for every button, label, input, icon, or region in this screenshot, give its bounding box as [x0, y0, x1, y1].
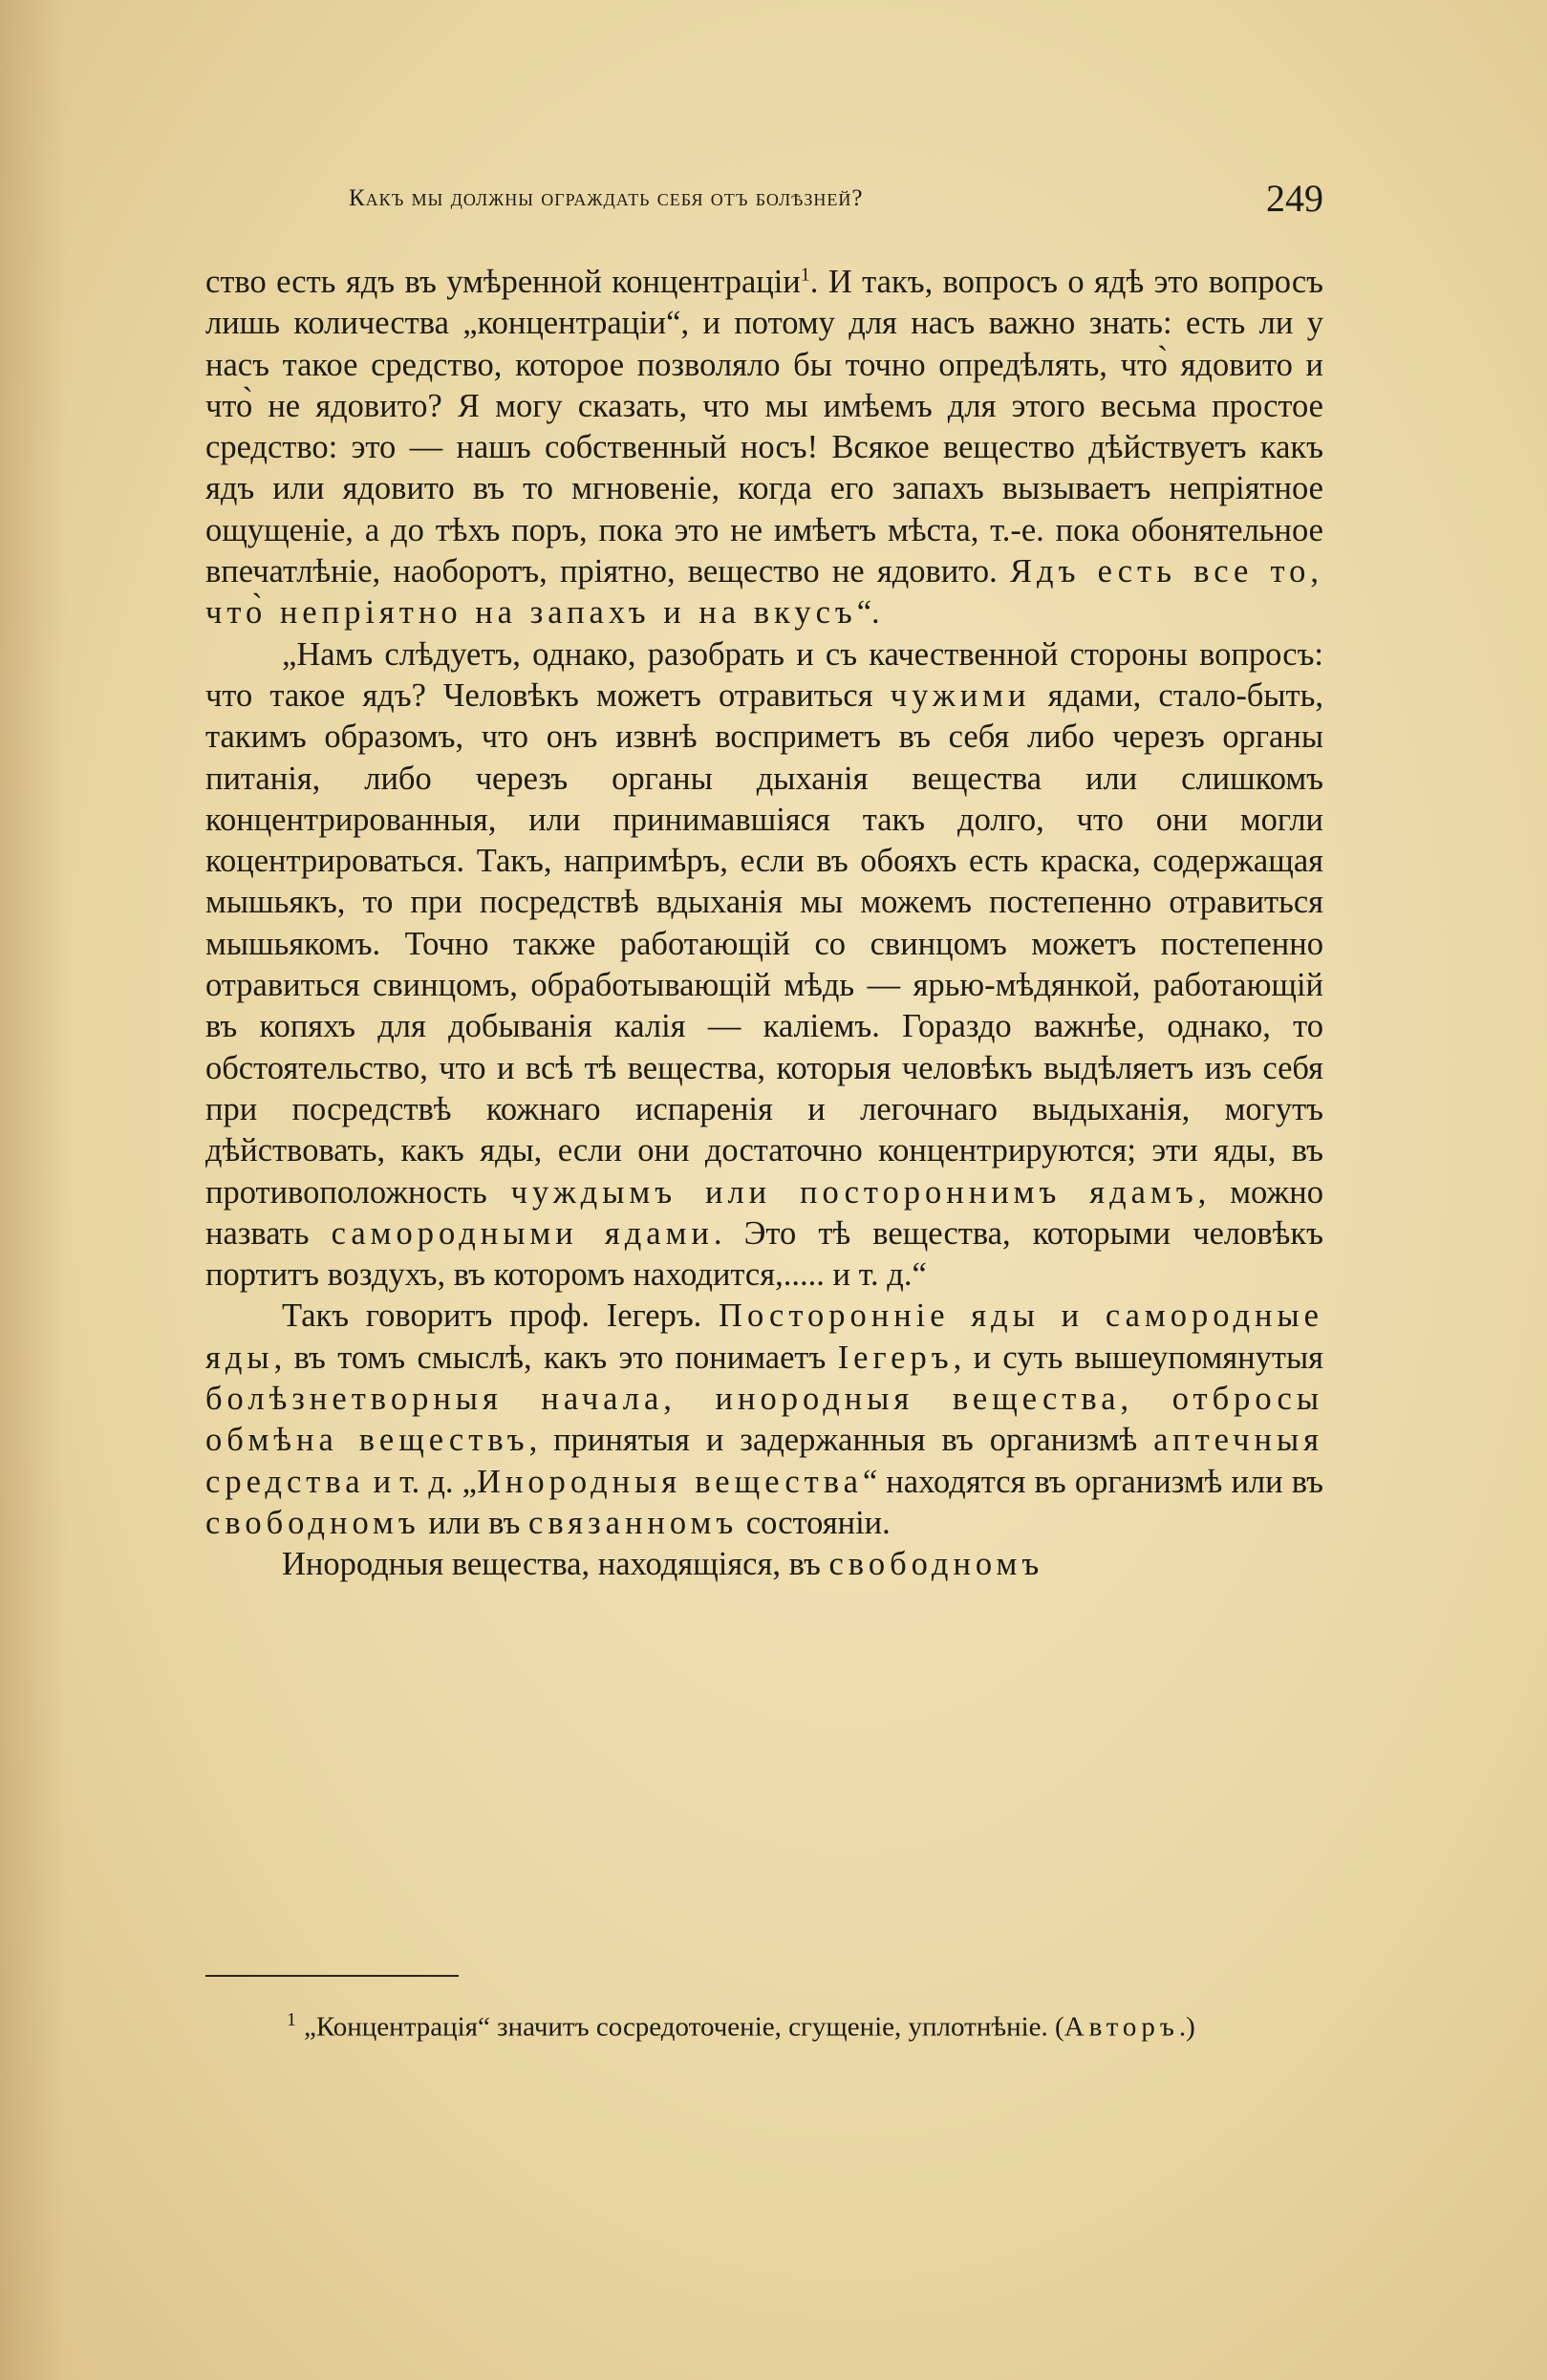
emphasized-text: свободномъ [828, 1546, 1044, 1583]
emphasized-text: чуждымъ или постороннимъ ядамъ [510, 1173, 1198, 1211]
text-run: „Намъ слѣдуетъ, однако, разобрать и съ качественной стороны вопросъ: что такое ядъ? Человѣкъ можетъ отравиться [205, 635, 1323, 714]
emphasized-text: Посторонніе яды и самородные яды [205, 1297, 1323, 1376]
text-run: “ находятся въ организмѣ или въ [862, 1463, 1324, 1500]
text-run: и т. д. „ [364, 1463, 477, 1500]
footnote-author: Авторъ [1064, 2011, 1179, 2043]
emphasized-text: свободномъ [205, 1504, 420, 1541]
page-number: 249 [1266, 177, 1323, 220]
emphasized-text: аптечныя средства [205, 1422, 1323, 1500]
text-run: ядами, стало-быть, такимъ образомъ, что онъ извнѣ восприметъ въ себя либо черезъ органы питанія, либо черезъ органы дыханія вещества или слишкомъ концентрированныя, или принимавшіяся такъ долго, что они могли коцентрироваться. Такъ, напримѣръ, если въ обояхъ есть краска, содержащая мышьякъ, то при посредствѣ вдыханія мы можемъ постепенно отравиться мышьякомъ. Точно также работающій со свинцомъ можетъ постепенно отравиться свинцомъ, обработывающій мѣдь — ярью-мѣдянкой, работающій въ копяхъ для добыванія калія — каліемъ. Гораздо важнѣе, однако, то обстоятельство, что и всѣ тѣ вещества, которыя человѣкъ выдѣляетъ изъ себя при посредствѣ кожнаго испаренія и легочнаго выдыханія, могутъ дѣйствовать, какъ яды, если они достаточно концентрируются; эти яды, въ противоположность [205, 676, 1323, 1211]
text-run: Инородныя вещества, находящіяся, въ [282, 1546, 829, 1583]
footnote-text: „Концентрація“ значитъ сосредоточеніе, сгущеніе, уплотнѣніе. ( [304, 2011, 1064, 2043]
emphasized-text: Ядъ есть все то, что̀ непріятно на запахъ и на вкусъ [205, 553, 1323, 632]
emphasized-text: Іегеръ [837, 1339, 954, 1376]
emphasized-text: самородными ядами [331, 1214, 714, 1252]
footnote-ref: 1 [800, 264, 810, 286]
page-edge-shadow [0, 0, 67, 2380]
text-run: . И такъ, вопросъ о ядѣ это вопросъ лишь количества „концентраціи“, и потому для насъ важно знать: есть ли у насъ такое средство, которое позволяло бы точно опредѣлять, что̀ ядовито и что̀ не ядовито? Я могу сказать, что мы имѣемъ для этого весьма простое средство: это — нашъ собственный носъ! Всякое вещество дѣйствуетъ какъ ядъ или ядовито въ то мгновеніе, когда его запахъ вызываетъ непріятное ощущеніе, а до тѣхъ поръ, пока это не имѣетъ мѣста, т.-е. пока обонятельное впечатлѣніе, наоборотъ, пріятно, вещество не ядовито. [205, 264, 1323, 590]
paragraph [205, 262, 1323, 634]
text-run: , можно назвать [205, 1173, 1323, 1252]
page-header [205, 177, 1323, 227]
text-run: . Это тѣ вещества, которыми человѣкъ портитъ воздухъ, въ которомъ находится,..... и т. д.“ [205, 1214, 1323, 1294]
footnote-closing: .) [1178, 2011, 1195, 2043]
footnote-divider [205, 1975, 459, 1977]
text-run: или въ [419, 1504, 529, 1541]
paragraph [205, 634, 1323, 1297]
paragraph [205, 1296, 1323, 1544]
emphasized-text: чужими [890, 676, 1031, 714]
text-run: Такъ говоритъ проф. Іегеръ. [282, 1297, 720, 1335]
text-run: , и суть вышеупомянутыя [953, 1339, 1323, 1376]
footnote [205, 2002, 1323, 2046]
text-run: “. [856, 594, 880, 632]
emphasized-text: болѣзнетворныя начала, инородныя вещества, отбросы обмѣна веществъ [205, 1381, 1323, 1459]
text-run: , въ томъ смыслѣ, какъ это понимаетъ [273, 1339, 838, 1376]
emphasized-text: Инородныя вещества [476, 1463, 863, 1500]
paragraph [205, 1544, 1323, 1585]
body-text [205, 262, 1323, 1586]
text-run: ство есть ядъ въ умѣренной концентраціи [205, 264, 801, 300]
text-run: состояніи. [738, 1504, 891, 1541]
running-title: Какъ мы должны ограждать себя отъ болѣзней? [349, 185, 864, 211]
emphasized-text: связанномъ [528, 1504, 739, 1541]
text-run: , принятыя и задержанныя въ организмѣ [528, 1422, 1154, 1459]
footnote-number: 1 [287, 2009, 296, 2030]
